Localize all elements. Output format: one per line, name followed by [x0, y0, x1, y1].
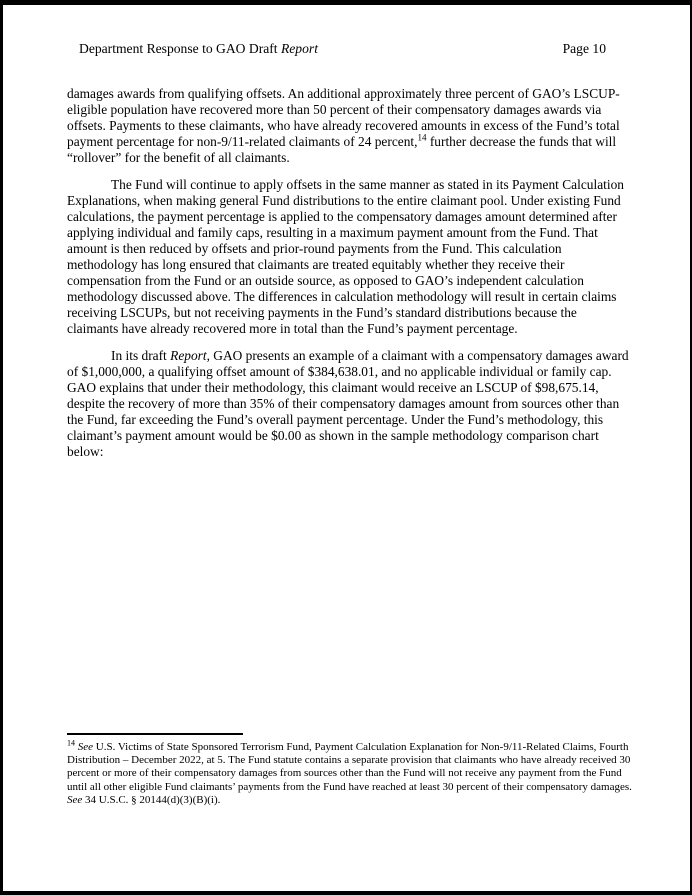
footnote-separator	[67, 733, 243, 735]
footnote-see-2: See	[67, 793, 83, 806]
page-header	[79, 41, 606, 57]
paragraph-3-italic: Report	[170, 348, 207, 363]
page-title-italic: Report	[280, 41, 318, 56]
footnote-reference-14: 14	[417, 132, 427, 143]
footnote-text-2: 34 U.S.C. § 20144(d)(3)(B)(i).	[82, 793, 221, 806]
paragraph-3-text-after: , GAO presents an example of a claimant with a compensatory damages award of $1,000,000, a qualifying offset amount of $384,638.01, and no applicable individual or family cap. GAO explains that under their methodology, this claimant would receive an LSCUP of $98,675.14, despite the recovery of more than 35% of their compensatory damages amount from sources other than the Fund, far exceeding the Fund’s overall payment percentage. Under the Fund’s methodology, this claimant’s payment amount would be $0.00 as shown in the sample methodology comparison chart below:	[67, 348, 629, 459]
paragraph-3-text: In its draft	[111, 348, 171, 363]
paragraph-2	[67, 177, 629, 337]
paragraph-1	[67, 86, 629, 166]
document-body	[67, 86, 629, 471]
footnote-marker: 14	[67, 738, 75, 748]
footnote-area	[67, 733, 637, 807]
footnote-see-1: See	[77, 741, 94, 753]
page-title-text: Department Response to GAO Draft	[79, 41, 281, 56]
page-number: Page 10	[562, 41, 606, 56]
paragraph-1-text: damages awards from qualifying offsets. An additional approximately three percent of GAO’s LSCUP-eligible population have recovered more than 50 percent of their compensatory damages awards via offsets. Payments to these claimants, who have already recovered amounts in excess of the Fund’s total payment percentage for non-9/11-related claimants of 24 percent,	[67, 86, 620, 149]
footnote-14	[67, 738, 637, 807]
footnote-text-1: U.S. Victims of State Sponsored Terrorism Fund, Payment Calculation Explanation for Non-9/11-Related Claims, Fourth Distribution – December 2022, at 5. The Fund statute contains a separate provision that claimants who have already received 30 percent or more of their compensatory damages from sources other than the Fund will not receive any payment from the Fund until all other eligible Fund claimants’ payments from the Fund have reached at least 30 percent of their compensatory damages.	[67, 741, 632, 793]
paragraph-2-text: The Fund will continue to apply offsets in the same manner as stated in its Payment Calculation Explanations, when making general Fund distributions to the entire claimant pool. Under existing Fund calculations, the payment percentage is applied to the compensatory damages amount determined after applying individual and family caps, resulting in a maximum payment amount from the Fund. That amount is then reduced by offsets and prior-round payments from the Fund. This calculation methodology has long ensured that claimants are treated equitably whether they receive their compensation from the Fund or an outside source, as opposed to GAO’s independent calculation methodology discussed above. The differences in calculation methodology will result in certain claims receiving LSCUPs, but not receiving payments in the Fund’s standard distributions because the claimants have already recovered more in total than the Fund’s payment percentage.	[67, 177, 624, 336]
paragraph-1-text-after: further decrease the funds that will “rollover” for the benefit of all claimants.	[67, 134, 617, 165]
paragraph-3	[67, 348, 629, 460]
page-title	[79, 41, 318, 57]
